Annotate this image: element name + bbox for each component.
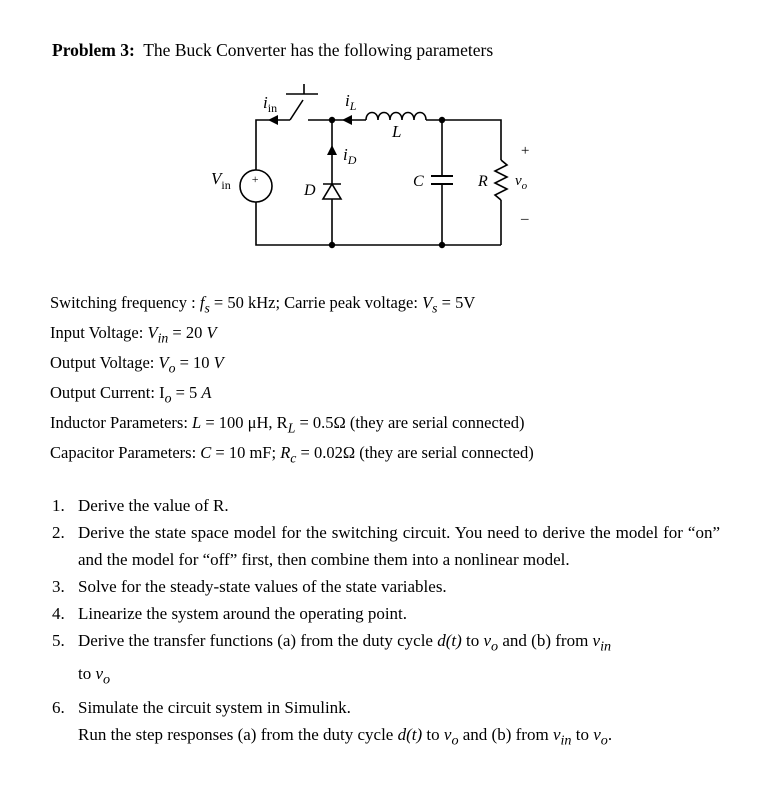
label-C: C <box>413 173 424 190</box>
param-output-current: Output Current: $I_o = 5$ A <box>50 383 212 406</box>
problem-title: The Buck Converter has the following parameters <box>143 40 494 60</box>
task-item: 4. Linearize the system around the operating point. <box>52 604 408 623</box>
label-i-in: $i_{in}$ <box>263 93 278 115</box>
problem-label: Problem 3: <box>52 40 135 60</box>
arrow-i-L <box>342 115 352 125</box>
resistor-zigzag <box>495 160 507 200</box>
label-V-in: $V_{in}$ <box>211 169 231 192</box>
label-D: D <box>304 182 316 199</box>
wire-inductor-out <box>426 120 501 160</box>
label-L: L <box>392 122 402 141</box>
task-item-continuation: Run the step responses (a) from the duty cycle d(t) to $v_o$ and (b) from $v_{in}$ to $v_o$. <box>78 724 613 749</box>
label-R: R <box>478 173 488 190</box>
param-output-voltage: Output Voltage: $V_o = 10$ V <box>50 353 224 376</box>
label-i-L: $i_L$ <box>345 91 357 113</box>
arrow-i-D <box>327 145 337 155</box>
label-plus: + <box>520 143 531 159</box>
param-input-voltage: Input Voltage: $V_{in} = 20$ V <box>50 323 217 346</box>
node-switch <box>329 117 335 123</box>
node-cap-top <box>439 117 445 123</box>
task-item: 3. Solve for the steady-state values of the state variables. <box>52 577 447 596</box>
label-minus: – <box>521 211 529 227</box>
switch-blade <box>290 100 303 120</box>
task-list <box>52 492 720 754</box>
wire-bottom-rail <box>256 202 501 245</box>
node-cap-bottom <box>439 242 445 248</box>
param-capacitor: Capacitor Parameters: C = 10 mF; $R_c = 0.02\Omega$ (they are serial connected) <box>50 443 534 466</box>
buck-converter-circuit <box>0 0 758 290</box>
parameter-list <box>50 291 534 471</box>
label-i-D: $i_D$ <box>343 145 357 167</box>
param-inductor: Inductor Parameters: L = 100 μH, $R_L = 0.5\Omega$ (they are serial connected) <box>50 413 525 436</box>
task-item: 5. Derive the transfer functions (a) from the duty cycle d(t) to $v_o$ and (b) from $v_{in}$ to $v_o$ <box>52 631 612 688</box>
task-item: 2. Derive the state space model for the switching circuit. You need to derive the model for “on” and the model for “off” first, then combine them into a nonlinear model. <box>52 523 720 569</box>
diode-triangle <box>323 184 341 199</box>
label-source-plus: + <box>251 172 260 186</box>
node-diode-bottom <box>329 242 335 248</box>
wire-source-top <box>256 120 290 170</box>
param-switching: Switching frequency : $f_s = 50$ kHz; Carrie peak voltage: $V_s = 5V$ <box>50 293 476 316</box>
task-item: 6. Simulate the circuit system in Simulink. <box>52 697 351 717</box>
task-item: 1. Derive the value of R. <box>52 496 229 515</box>
label-v-o: $v_o$ <box>515 173 528 192</box>
switch-gate <box>286 84 318 94</box>
inductor-coils <box>366 113 426 121</box>
arrow-i-in <box>268 115 278 125</box>
